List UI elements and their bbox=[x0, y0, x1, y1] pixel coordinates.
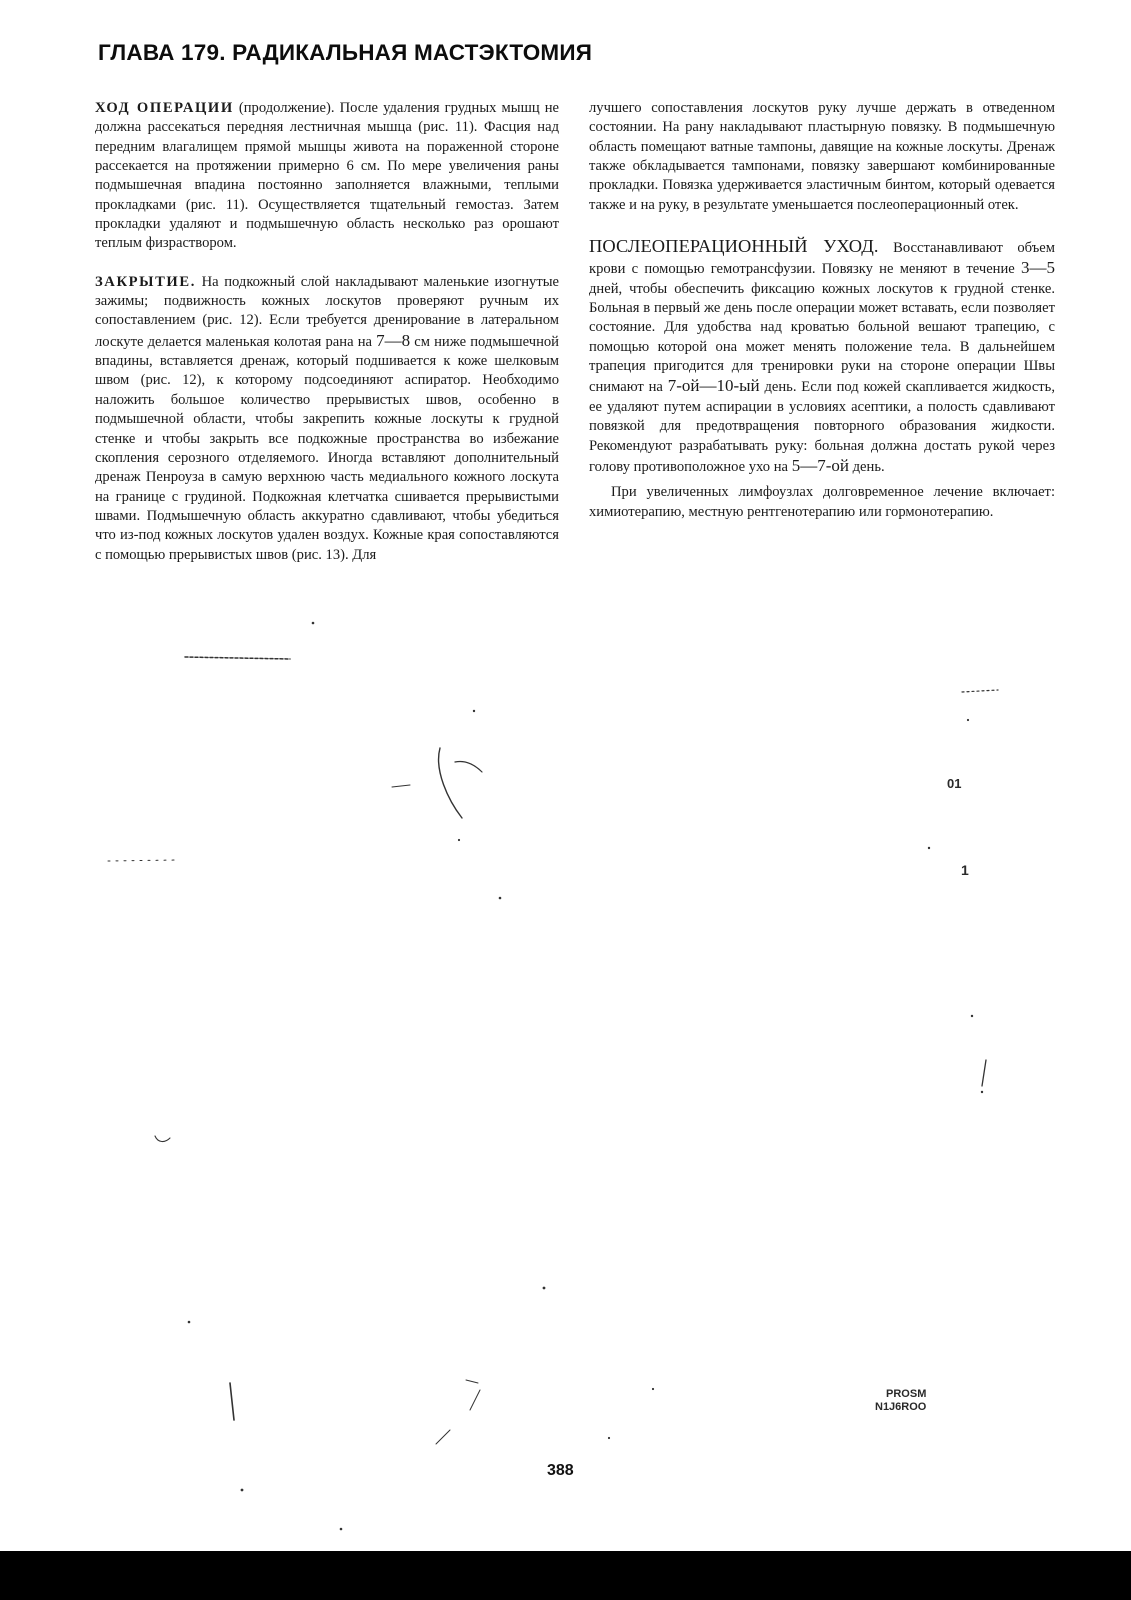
closure-text-1: На подкожный слой накладывают маленькие изогнутые зажимы; подвижность кожных лоскутов проверяют ручным их сопоставлением (рис. 12). Если требуется дренирование в латеральном лоскуте делается маленькая колотая рана на bbox=[95, 273, 559, 350]
postop-text-3: день. Если под кожей скапливается жидкость, ее удаляют путем аспирации в условиях асептики, а полость сдавливают повязкой для предотвращения повторного образования жидкости. Рекомендуют разрабатывать руку: больная должна достать рукой через голову противоположное ухо на bbox=[589, 379, 1055, 475]
scan-mark-01: 01 bbox=[947, 776, 962, 791]
artifact-line bbox=[436, 1430, 450, 1444]
artifact-dot bbox=[499, 897, 502, 900]
postop-days-2: 7-ой—10-ый bbox=[667, 376, 760, 396]
postop-text-1: Восстанавливают объем крови с помощью гемотрансфузии. Повязку не меняют в течение bbox=[589, 240, 1056, 278]
scan-bottom-bar bbox=[0, 1551, 1131, 1600]
artifact-hook bbox=[455, 761, 482, 772]
artifact-dot bbox=[188, 1321, 191, 1324]
artifact-dot bbox=[312, 622, 315, 625]
artifact-scribble bbox=[962, 690, 998, 692]
scan-stamp-line-2: N1J6ROO bbox=[875, 1401, 927, 1413]
artifact-dot bbox=[543, 1287, 546, 1290]
artifact-dot bbox=[981, 1091, 983, 1093]
postop-text-2: дней, чтобы обеспечить фиксацию кожных лоскутов к грудной стенке. Больная в первый же день после операции может вставать, если позволяет состояние. Для удобства над кроватью больной вешают трапецию, с помощью которой она может менять положение тела. В дальнейшем трапеция пригодится для тренировки руки на стороне операции Швы снимают на bbox=[589, 280, 1055, 396]
artifact-dot bbox=[608, 1437, 610, 1439]
postop-heading: ПОСЛЕОПЕРАЦИОННЫЙ УХОД. bbox=[589, 236, 879, 257]
artifact-dot bbox=[967, 719, 969, 721]
artifact-curve bbox=[155, 1136, 170, 1142]
course-lead: ХОД ОПЕРАЦИИ bbox=[95, 100, 234, 116]
scan-mark-1: 1 bbox=[961, 862, 969, 878]
scan-stamp-line-1: PROSM bbox=[886, 1388, 927, 1400]
artifact-line bbox=[982, 1060, 986, 1086]
artifact-dot bbox=[652, 1388, 654, 1390]
chapter-title: ГЛАВА 179. РАДИКАЛЬНАЯ МАСТЭКТОМИЯ bbox=[98, 40, 593, 65]
artifact-dash bbox=[392, 785, 410, 787]
scan-stamp bbox=[875, 1388, 926, 1414]
artifact-dot bbox=[340, 1528, 343, 1531]
artifact-dot bbox=[473, 710, 475, 712]
artifact-scribble bbox=[108, 860, 178, 861]
continuation-paragraph: лучшего сопоставления лоскутов руку лучше держать в отведенном состоянии. На рану накладывают пластырную повязку. В подмышечную область помещают ватные тампоны, давящие на кожные лоскуты. Дренаж также обкладывается тампонами, повязку завершают комбинированные прокладки. Повязка удерживается эластичным бинтом, который одевается также и на руку, в результате уменьшается послеоперационный отек. bbox=[589, 100, 1055, 213]
closure-text-2: см ниже подмышечной впадины, вставляется дренаж, который подшивается к коже шелковым швом (рис. 12), к которому подсоединяют аспиратор. Необходимо наложить большое количество прерывистых швов, особенно в подмышечной области, чтобы закрепить кожные лоскуты к грудной стенке и чтобы закрыть все подкожные пространства во избежание скопления серозного отделяемого. Иногда вставляют дополнительный дренаж Пенроуза в самую верхнюю часть медиального кожного лоскута на границе с грудиной. Подкожная клетчатка сшивается прерывистыми швами. Подмышечную область аккуратно сдавливают, чтобы убедиться что из-под кожных лоскутов удален воздух. Кожные края сопоставляются с помощью прерывистых швов (рис. 13). Для bbox=[95, 333, 559, 563]
artifact-dot bbox=[971, 1015, 973, 1017]
artifact-curve bbox=[439, 748, 462, 818]
postop-text-4: день. bbox=[848, 458, 885, 475]
artifact-dash bbox=[466, 1380, 478, 1383]
artifact-dot bbox=[458, 839, 460, 841]
course-text: (продолжение). После удаления грудных мышц не должна рассекаться передняя лестничная мышца (рис. 11). Фасция над передним влагалищем прямой мышцы живота на пораженной стороне рассекается на протяжении примерно 6 см. По мере увеличения раны подмышечная впадина постоянно заполняется влажными, теплыми прокладками (рис. 11). Осуществляется тщательный гемостаз. Затем прокладки удаляют и подмышечную область несколько раз орошают теплым физраствором. bbox=[95, 100, 559, 252]
page-number: 388 bbox=[547, 1462, 574, 1479]
artifact-dot bbox=[928, 847, 930, 849]
closure-lead: ЗАКРЫТИЕ. bbox=[95, 273, 196, 290]
artifact-line bbox=[470, 1390, 480, 1410]
artifact-scribble bbox=[185, 657, 290, 659]
artifact-dot bbox=[241, 1489, 244, 1492]
lymph-paragraph: При увеличенных лимфоузлах долговременное лечение включает: химиотерапию, местную рентгенотерапию или гормонотерапию. bbox=[589, 484, 1055, 520]
postop-days-1: 3—5 bbox=[1021, 258, 1055, 278]
closure-range: 7—8 bbox=[376, 330, 411, 350]
postop-days-3: 5—7-ой bbox=[791, 455, 849, 475]
artifact-line bbox=[230, 1383, 234, 1420]
